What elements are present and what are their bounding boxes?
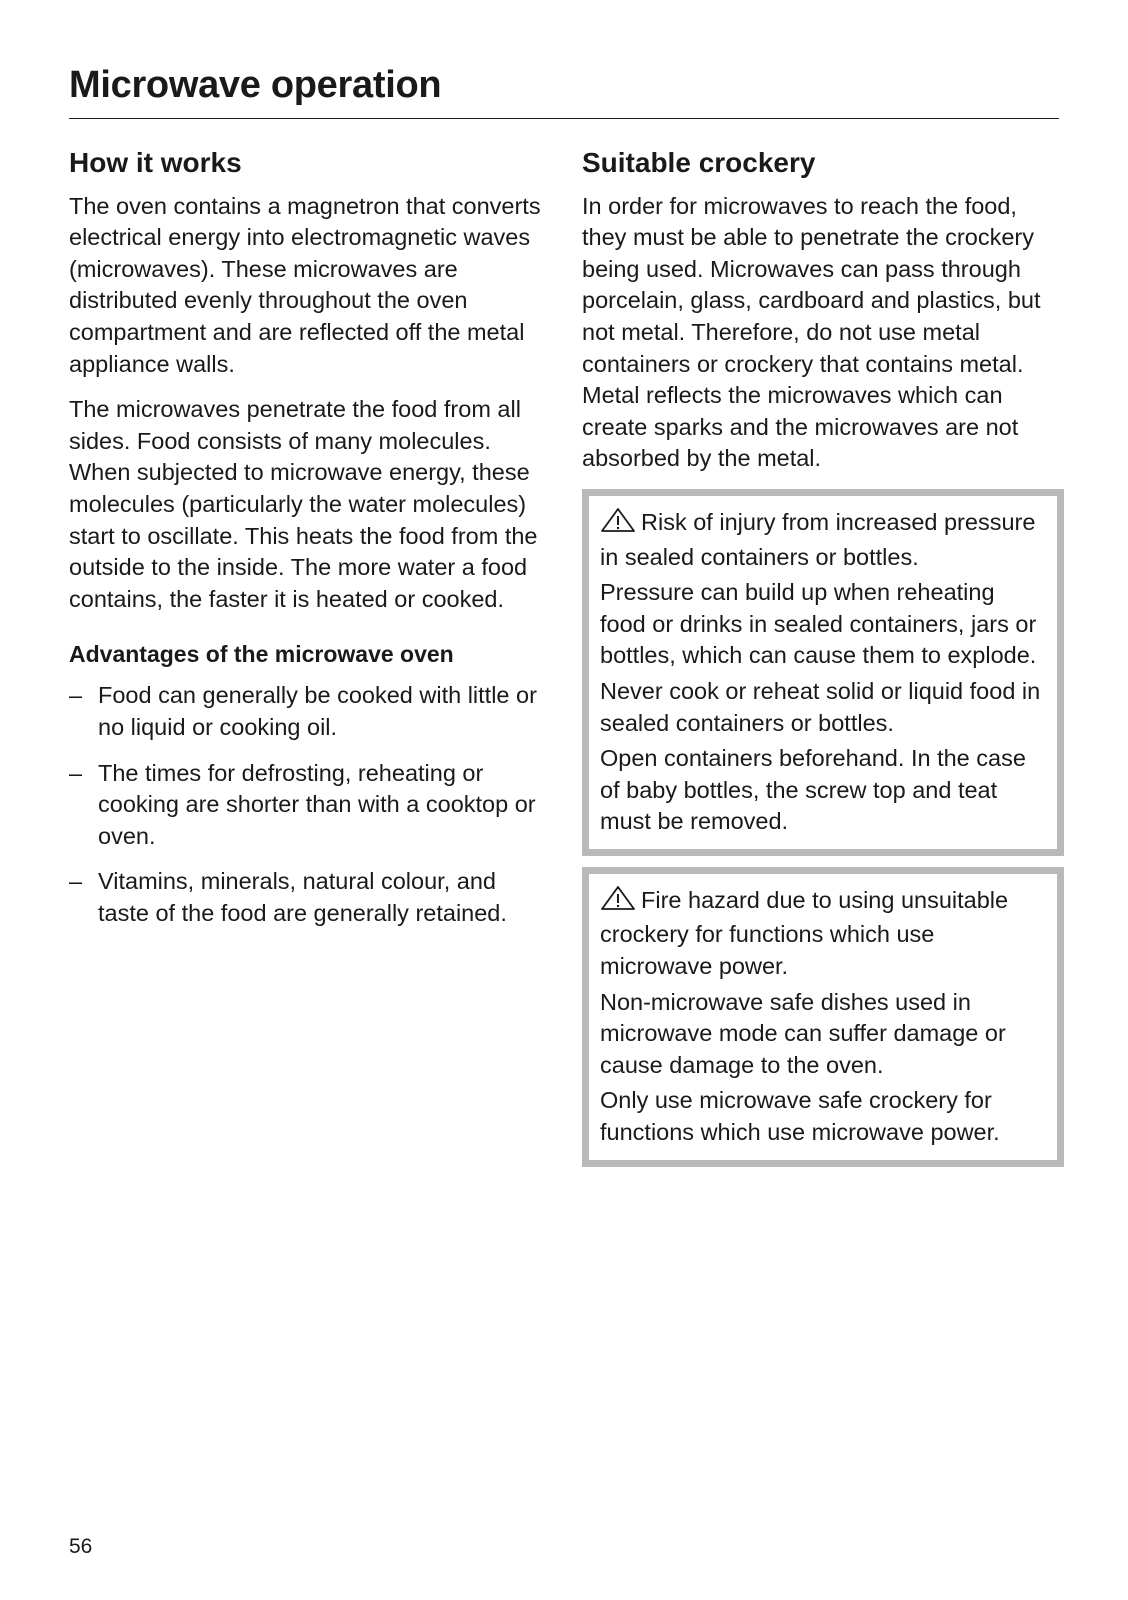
warning-triangle-icon [600,507,636,542]
fire-hazard-warning-box [582,867,1064,1167]
suitable-crockery-heading: Suitable crockery [582,147,816,178]
warning-detail: Open containers beforehand. In the case of baby bottles, the screw top and teat must be removed. [600,745,1026,835]
dash-bullet: – [69,868,83,895]
page-number: 56 [69,1535,93,1558]
advantage-text: The times for defrosting, reheating or cooking are shorter than with a cooktop or oven. [98,759,536,849]
advantages-list [69,680,549,929]
advantage-item [69,758,549,853]
warning-detail: Only use microwave safe crockery for functions which use microwave power. [600,1087,1000,1146]
advantage-text: Food can generally be cooked with little or no liquid or cooking oil. [98,682,537,740]
pressure-warning-box [582,489,1064,856]
dash-bullet: – [69,759,83,786]
warning-detail: Non-microwave safe dishes used in microwave mode can suffer damage or cause damage to the oven. [600,988,1006,1078]
how-it-works-heading: How it works [69,147,242,178]
warning-lead-text: Risk of injury from increased pressure in sealed containers or bottles. [600,508,1036,570]
how-it-works-paragraph-2: The microwaves penetrate the food from all sides. Food consists of many molecules. When subjected to microwave energy, these molecules (particularly the water molecules) start to oscillate. This heats the food from the outside to the inside. The more water a food contains, the faster it is heated or cooked. [69,396,538,612]
warning-lead [600,507,1044,573]
how-it-works-paragraph-1: The oven contains a magnetron that converts electrical energy into electromagnetic waves (microwaves). These microwaves are distributed evenly throughout the oven compartment and are reflected off the metal appliance walls. [69,192,541,377]
warning-triangle-icon [600,885,636,920]
warning-lead-text: Fire hazard due to using unsuitable crockery for functions which use microwave power. [600,886,1009,980]
page-title: Microwave operation [69,64,442,106]
how-it-works-column [69,146,549,943]
warning-detail: Never cook or reheat solid or liquid food in sealed containers or bottles. [600,677,1041,736]
warning-lead [600,885,1044,983]
title-divider [69,118,1059,119]
suitable-crockery-paragraph: In order for microwaves to reach the food, they must be able to penetrate the crockery being used. Microwaves can pass through porcelain, glass, cardboard and plastics, but not metal. Therefore, do not use metal containers or crockery that contains metal. Metal reflects the microwaves which can create sparks and the microwaves are not absorbed by the metal. [582,192,1041,472]
dash-bullet: – [69,682,83,709]
advantage-item [69,866,549,929]
advantage-text: Vitamins, minerals, natural colour, and taste of the food are generally retained. [98,868,507,926]
advantage-item [69,680,549,743]
suitable-crockery-column [582,146,1067,1178]
advantages-subheading: Advantages of the microwave oven [69,641,454,668]
warning-detail: Pressure can build up when reheating food or drinks in sealed containers, jars or bottles, which can cause them to explode. [600,579,1037,669]
